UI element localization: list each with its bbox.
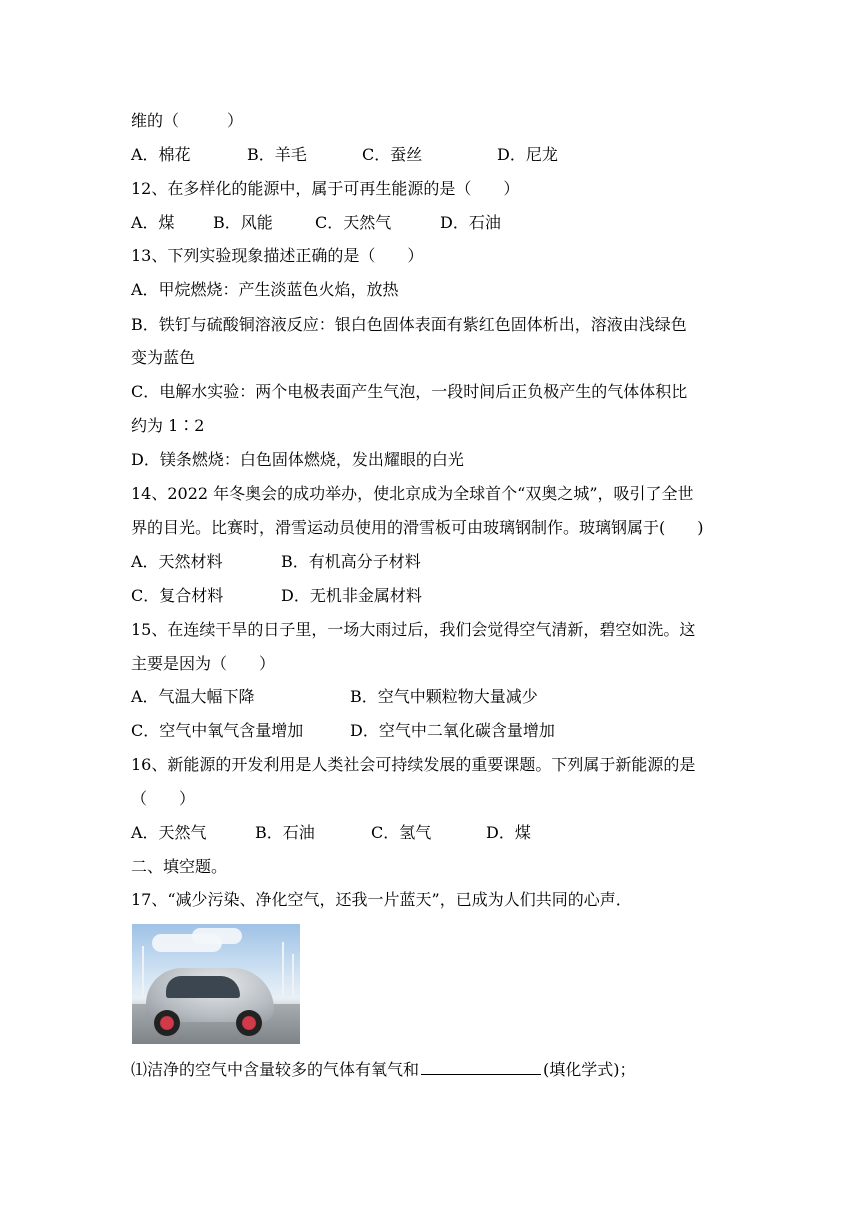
q16-option-a: A．天然气 bbox=[131, 823, 207, 842]
q14-option-d: D．无机非金属材料 bbox=[281, 586, 422, 605]
q16-stem-line2: （ ） bbox=[131, 789, 196, 808]
q15-option-c: C．空气中氧气含量增加 bbox=[131, 721, 304, 740]
q14-stem-line2: 界的目光。比赛时，滑雪运动员使用的滑雪板可由玻璃钢制作。玻璃钢属于( ) bbox=[131, 518, 704, 537]
q11-option-b: B．羊毛 bbox=[247, 145, 307, 164]
q16-stem-line1: 16、新能源的开发利用是人类社会可持续发展的重要课题。下列属于新能源的是 bbox=[131, 755, 696, 774]
q13-option-c-line2: 约为 1∶2 bbox=[131, 416, 205, 435]
q11-stem-continuation: 维的（ ） bbox=[131, 111, 244, 130]
q15-option-a: A．气温大幅下降 bbox=[131, 687, 255, 706]
q12-stem: 12、在多样化的能源中，属于可再生能源的是（ ） bbox=[131, 179, 520, 198]
q15-option-d: D．空气中二氧化碳含量增加 bbox=[350, 721, 555, 740]
q11-option-c: C．蚕丝 bbox=[362, 145, 423, 164]
q17-sub1 bbox=[131, 1058, 636, 1080]
q14-option-a: A．天然材料 bbox=[131, 552, 223, 571]
q16-option-c: C．氢气 bbox=[371, 823, 432, 842]
q14-stem-line1: 14、2022 年冬奥会的成功举办，使北京成为全球首个“双奥之城”，吸引了全世 bbox=[131, 484, 694, 503]
q16-option-b: B．石油 bbox=[255, 823, 315, 842]
q16-option-d: D．煤 bbox=[486, 823, 531, 842]
q12-option-a: A．煤 bbox=[131, 213, 175, 232]
q14-option-c: C．复合材料 bbox=[131, 586, 224, 605]
q15-option-b: B．空气中颗粒物大量减少 bbox=[350, 687, 538, 706]
q12-option-c: C．天然气 bbox=[315, 213, 392, 232]
q17-stem: 17、“减少污染、净化空气，还我一片蓝天”，已成为人们共同的心声． bbox=[131, 890, 632, 909]
q12-option-d: D．石油 bbox=[440, 213, 501, 232]
q17-sub1-prefix: ⑴洁净的空气中含量较多的气体有氧气和 bbox=[131, 1060, 420, 1079]
q13-option-d: D．镁条燃烧：白色固体燃烧，发出耀眼的白光 bbox=[131, 450, 464, 469]
q12-option-b: B．风能 bbox=[213, 213, 273, 232]
answer-blank[interactable] bbox=[421, 1058, 541, 1075]
q13-option-a: A．甲烷燃烧：产生淡蓝色火焰，放热 bbox=[131, 280, 399, 299]
q14-option-b: B．有机高分子材料 bbox=[281, 552, 421, 571]
q15-stem-line1: 15、在连续干旱的日子里，一场大雨过后，我们会觉得空气清新，碧空如洗。这 bbox=[131, 620, 696, 639]
section-heading-fill-in: 二、填空题。 bbox=[131, 857, 228, 876]
q11-option-a: A．棉花 bbox=[131, 145, 191, 164]
q13-option-b-line2: 变为蓝色 bbox=[131, 348, 196, 367]
q13-option-c-line1: C．电解水实验：两个电极表面产生气泡，一段时间后正负极产生的气体体积比 bbox=[131, 382, 688, 401]
electric-car-photo bbox=[132, 924, 300, 1044]
q13-option-b-line1: B．铁钉与硫酸铜溶液反应：银白色固体表面有紫红色固体析出，溶液由浅绿色 bbox=[131, 315, 687, 334]
q17-sub1-suffix: (填化学式)； bbox=[543, 1060, 636, 1079]
q13-stem: 13、下列实验现象描述正确的是（ ） bbox=[131, 246, 424, 265]
q15-stem-line2: 主要是因为（ ） bbox=[131, 654, 276, 673]
q11-option-d: D．尼龙 bbox=[497, 145, 558, 164]
